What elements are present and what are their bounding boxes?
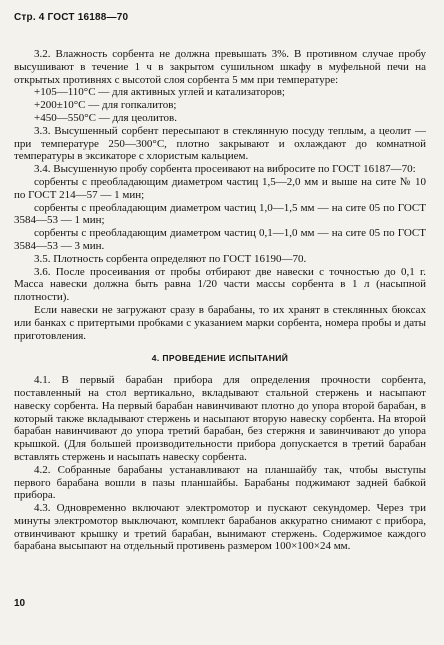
document-body [14,48,426,553]
paragraph-3-4: 3.4. Высушенную пробу сорбента просеивают на вибросите по ГОСТ 16187—70: [34,163,416,176]
page-number: 10 [14,598,26,609]
paragraph-4-1: 4.1. В первый барабан прибора для определения прочности сорбента, поставленный на стол вертикально, вкладывают стальной стержень и насыпают навеску сорбента. На первый барабан навинчивают плотно до упора второй барабан, в который также вкладывают стержень и насыпают вторую навеску сорбента. На второй барабан навинчивают до упора третий барабан, без стержня и завинчивают до упора крышкой. (Для большей производительности прибора допускается в третий барабан вставлять стержень и насыпать навеску сорбента. [14,374,426,463]
paragraph-3-2: 3.2. Влажность сорбента не должна превышать 3%. В противном случае пробу высушивают в течение 1 ч в закрытом сушильном шкафу в муфельной печи на открытых противнях с высотой слоя сорбента 5 мм при температуре: [14,48,426,86]
paragraph-3-3: 3.3. Высушенный сорбент пересыпают в стеклянную посуду теплым, а цеолит — при температуре 250—300°С, плотно закрывают и охлаждают до комнатной температуры в эксикаторе с хлористым кальцием. [14,124,426,163]
paragraph-storage: Если навески не загружают сразу в барабаны, то их хранят в стеклянных бюксах или банках с притертыми пробками с указанием марки сорбента, номера пробы и даты приготовления. [14,303,426,342]
section-heading: 4. ПРОВЕДЕНИЕ ИСПЫТАНИЙ [151,353,289,364]
paragraph-4-2: 4.2. Собранные барабаны устанавливают на планшайбу так, чтобы выступы первого барабана вошли в пазы планшайбы. Барабаны поджимают задней бабкой прибора. [14,463,426,502]
temperature-list [14,86,426,124]
list-item-temp-3: +450—550°С — для цеолитов. [34,111,177,124]
page-header: Стр. 4 ГОСТ 16188—70 [14,12,129,23]
paragraph-sieve-2: сорбенты с преобладающим диаметром частиц 1,0—1,5 мм — на сите 05 по ГОСТ 3584—53 — 1 мин; [14,201,426,227]
paragraph-4-3: 4.3. Одновременно включают электромотор и пускают секундомер. Через три минуты электромотор выключают, комплект барабанов аккуратно снимают с прибора, отвинчивают крышку и третий барабан, вынимают стержень. Содержимое каждого барабана высыпают на отдельный противень размером 100×100×24 мм. [14,502,426,553]
paragraph-sieve-3: сорбенты с преобладающим диаметром частиц 0,1—1,0 мм — на сите 05 по ГОСТ 3584—53 — 3 мин. [14,227,426,252]
list-item-temp-1: +105—110°С — для активных углей и катализаторов; [34,86,285,99]
paragraph-3-5: 3.5. Плотность сорбента определяют по ГОСТ 16190—70. [34,252,307,265]
paragraph-sieve-1: сорбенты с преобладающим диаметром частиц 1,5—2,0 мм и выше на сите № 10 по ГОСТ 214—57 — 1 мин; [14,175,426,201]
list-item-temp-2: +200±10°С — для гопкалитов; [34,99,177,112]
paragraph-3-6: 3.6. После просеивания от пробы отбирают две навески с точностью до 0,1 г. Масса навески должна быть равна 1/20 части массы сорбента в 1 л (насыпной плотности). [14,265,426,304]
